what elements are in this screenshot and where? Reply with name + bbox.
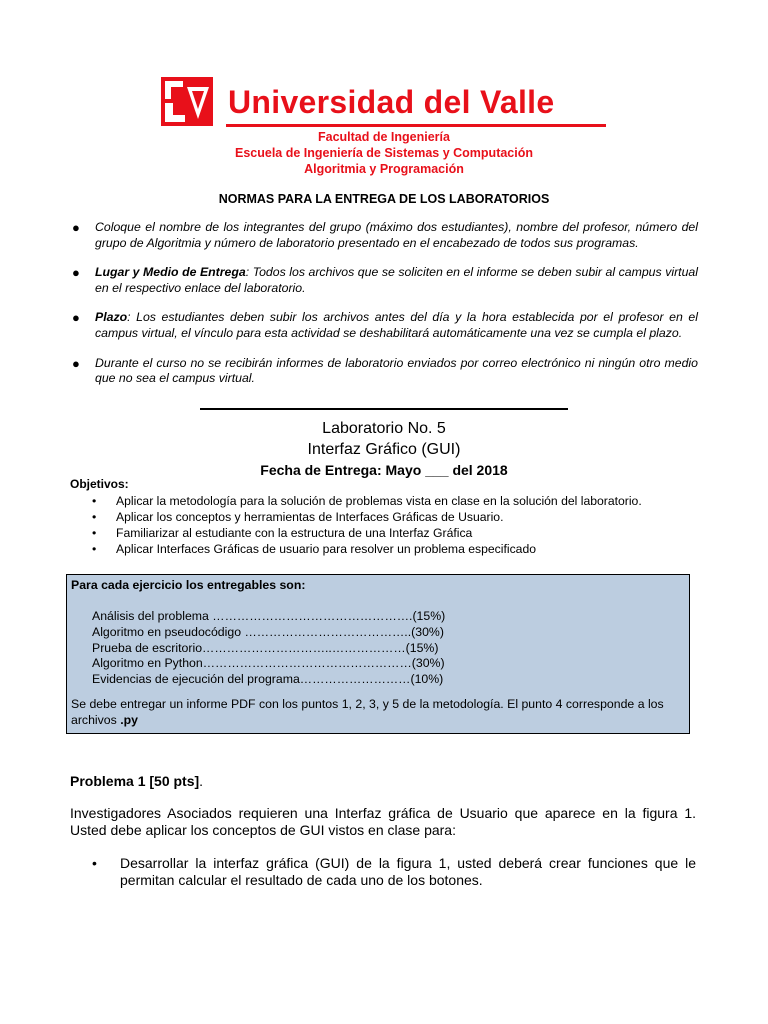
rule-label: Lugar y Medio de Entrega [95, 265, 246, 280]
objective-text: Aplicar los conceptos y herramientas de Interfaces Gráficas de Usuario. [116, 510, 504, 524]
rules-title: NORMAS PARA LA ENTREGA DE LOS LABORATORIOS [218, 192, 550, 206]
objective-item [92, 509, 712, 525]
deliverable-item: Análisis del problema ………………………………………….(15%) [92, 609, 446, 623]
university-logo-icon [161, 77, 213, 126]
deliverable-item: Prueba de escritorio…………………………..………………(15%) [92, 640, 439, 655]
bullet-icon: • [92, 510, 97, 524]
header-subtitles [0, 129, 768, 177]
section-divider [200, 408, 568, 410]
rule-label: Plazo [95, 310, 128, 325]
bullet-icon: ● [72, 355, 80, 371]
note-extension: .py [120, 713, 138, 727]
deliverables-note [71, 696, 685, 728]
university-name: Universidad del Valle [228, 84, 555, 120]
rule-item [72, 356, 698, 387]
rule-item [72, 310, 698, 341]
problem-tasks [92, 855, 696, 889]
bullet-icon: • [92, 855, 97, 871]
rule-item [72, 265, 698, 296]
objective-item [92, 541, 712, 557]
deliverable-item: Algoritmo en Python……………………………………………(30%) [92, 656, 445, 671]
objective-text: Familiarizar al estudiante con la estructura de una Interfaz Gráfica [116, 526, 473, 540]
lab-subtitle: Interfaz Gráfico (GUI) [307, 441, 461, 458]
rules-list [72, 220, 698, 401]
bullet-icon: ● [72, 220, 80, 235]
problem-intro: Investigadores Asociados requieren una Interfaz gráfica de Usuario que aparece en la figura 1. Usted debe aplicar los conceptos de GUI vistos en clase para: [70, 805, 696, 838]
objective-text: Aplicar la metodología para la solución de problemas vista en clase en la solución del laboratorio. [116, 494, 642, 508]
rule-text: : Todos los archivos que se soliciten en el informe se deben subir al campus virtual en el respectivo enlace del laboratorio. [95, 265, 698, 295]
bullet-icon: ● [72, 265, 80, 281]
faculty-name: Facultad de Ingeniería [318, 130, 450, 144]
school-name: Escuela de Ingeniería de Sistemas y Computación [234, 146, 534, 160]
problem-heading-suffix: . [199, 773, 204, 789]
lab-due-date: Fecha de Entrega: Mayo ___ del 2018 [260, 462, 508, 478]
problem-title [70, 772, 203, 790]
bullet-icon: • [92, 526, 97, 540]
objective-item [92, 493, 712, 509]
rule-item [72, 220, 698, 251]
bullet-icon: • [92, 542, 97, 556]
objectives-label: Objetivos: [70, 477, 129, 491]
deliverables-list [92, 609, 445, 688]
objectives-list [92, 493, 712, 557]
deliverable-item: Algoritmo en pseudocódigo …………………………………..(30%) [92, 624, 444, 639]
deliverable-item: Evidencias de ejecución del programa………………………(10%) [92, 672, 444, 687]
bullet-icon: ● [72, 310, 80, 326]
course-name: Algoritmia y Programación [304, 162, 464, 176]
rule-text: Durante el curso no se recibirán informes de laboratorio enviados por correo electrónico ni ningún otro medio que no sea el campus virtual. [95, 355, 698, 386]
problem-heading: Problema 1 [50 pts] [70, 773, 200, 789]
rule-text: Coloque el nombre de los integrantes del grupo (máximo dos estudiantes), nombre del profesor, número del grupo de Algoritmia y número de laboratorio presentado en el encabezado de todos sus programas. [95, 220, 698, 250]
lab-title: Laboratorio No. 5 [322, 420, 446, 437]
objective-item [92, 525, 712, 541]
note-text: Se debe entregar un informe PDF con los puntos 1, 2, 3, y 5 de la metodología. El punto 4 corresponde a los archivos [71, 697, 664, 727]
problem-task-item [92, 855, 696, 889]
deliverables-title: Para cada ejercicio los entregables son: [71, 578, 306, 592]
university-underline [226, 124, 606, 127]
objective-text: Aplicar Interfaces Gráficas de usuario para resolver un problema especificado [116, 542, 537, 556]
bullet-icon: • [92, 494, 97, 508]
task-text: Desarrollar la interfaz gráfica (GUI) de la figura 1, usted deberá crear funciones que le permitan calcular el resultado de cada uno de los botones. [120, 855, 696, 888]
deliverables-box [66, 574, 690, 734]
rule-text: : Los estudiantes deben subir los archivos antes del día y la hora establecida por el profesor en el campus virtual, el vínculo para esta actividad se deshabilitará automáticamente una vez se cumpla el plazo. [95, 310, 698, 340]
